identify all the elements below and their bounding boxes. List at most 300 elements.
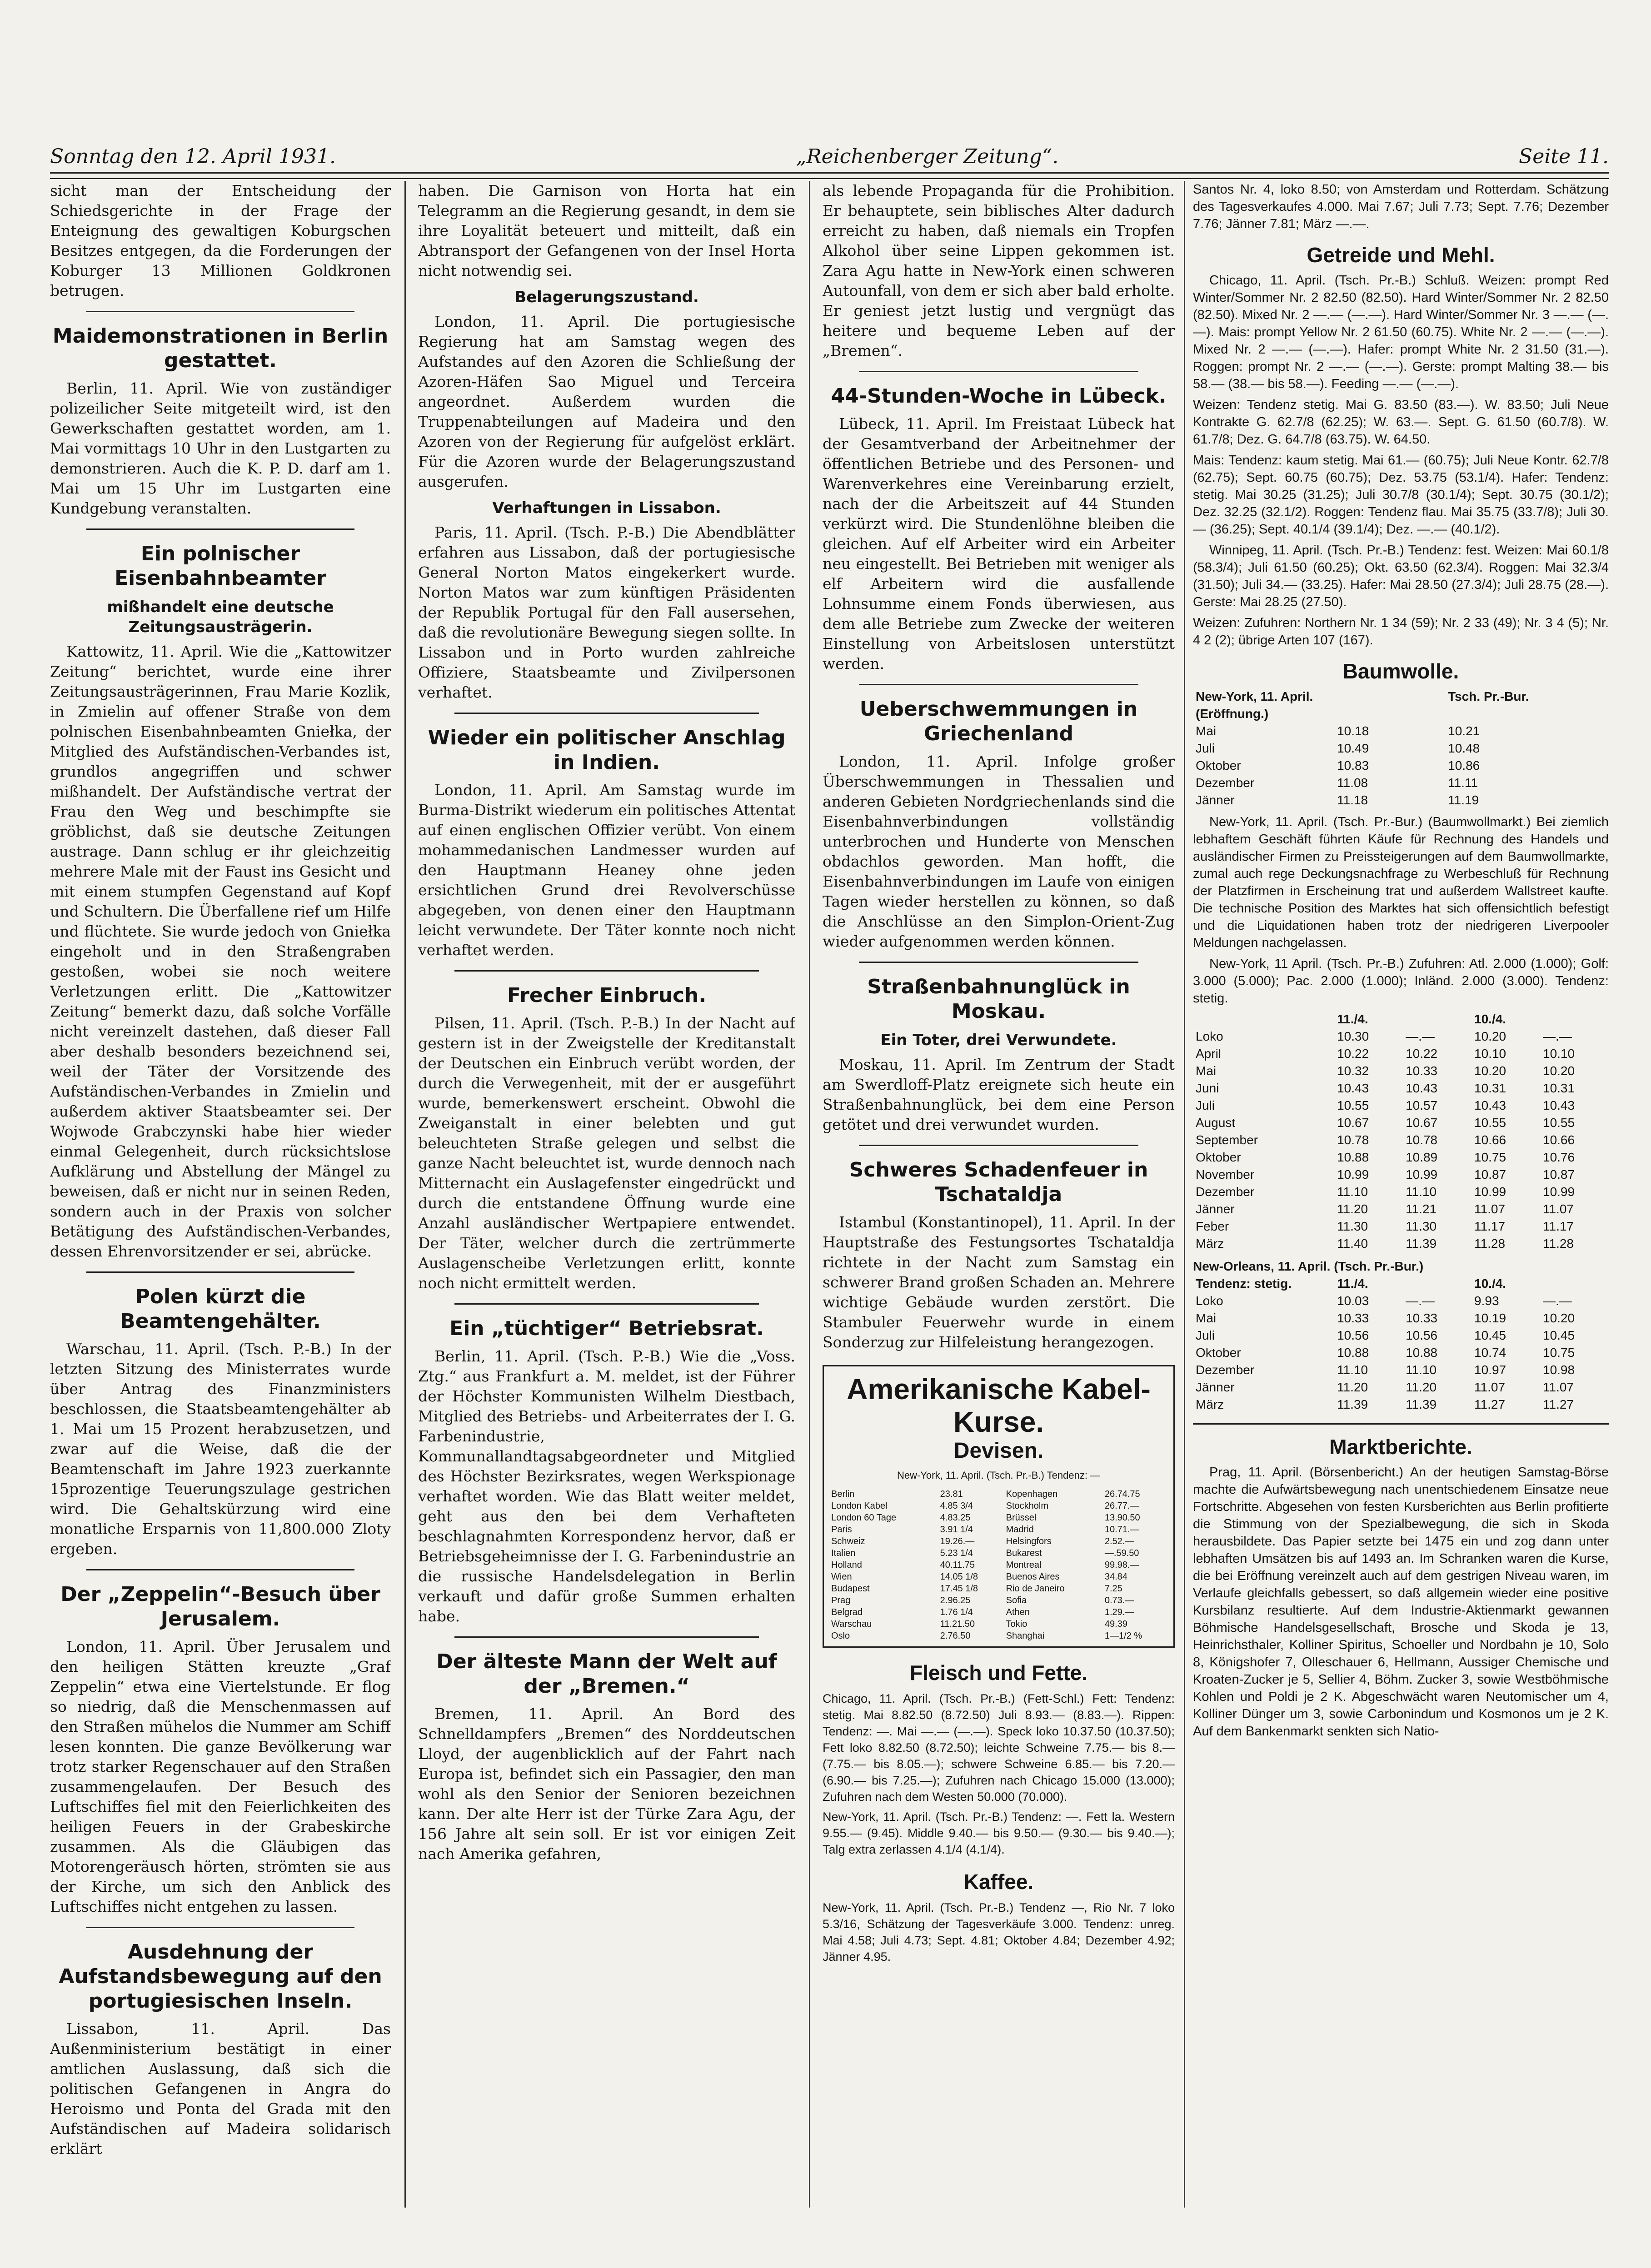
row-label: Dezember bbox=[1196, 1363, 1255, 1377]
table-row bbox=[1193, 1132, 1609, 1149]
column-divider bbox=[809, 181, 810, 2208]
row-label: Jänner bbox=[1196, 1202, 1235, 1216]
table-row bbox=[829, 1571, 1168, 1583]
cotton-neworleans-table bbox=[1193, 1275, 1609, 1413]
table-row bbox=[1193, 1292, 1609, 1310]
cotton-opening-table bbox=[1193, 688, 1609, 809]
price-cell: 10.74 bbox=[1474, 1346, 1506, 1360]
market-text: Chicago, 11. April. (Tsch. Pr.-B.) (Fett-Schl.) Fett: Tendenz: stetig. Mai 8.82.50 (8.72.50) Juli 8.93.— (8.83.—). Rippen: Tendenz: —. Mai —.— (—.—). Speck loko 10.37.50 (10.37.50); Fett loko 8.82.50 (8.72.50); leichte Schweine 7.75.— bis 8.— (7.75.— bis 8.05.—); schwere Schweine 6.85.— bis 7.20.— (6.90.— bis 7.25.—); Zufuhren nach Chicago 15.000 (13.000); Zufuhren nach dem Westen 50.000 (70.000). bbox=[823, 1692, 1175, 1804]
divider bbox=[86, 1271, 354, 1273]
price-cell: 10.89 bbox=[1406, 1150, 1438, 1164]
price-cell: 11.10 bbox=[1337, 1185, 1368, 1199]
currency-rate: 5.23 1/4 bbox=[940, 1548, 973, 1558]
currency-name: Shanghai bbox=[1006, 1631, 1045, 1641]
currency-name: Warschau bbox=[831, 1619, 872, 1629]
currency-name: Budapest bbox=[831, 1584, 870, 1594]
article-text: Istambul (Konstantinopel), 11. April. In der Hauptstraße des Festungsortes Tschataldja richtete in der Nacht zum Samstag ein schwerer Brand großen Schaden an. Mehrere wichtige Gebäude wurden zerstört. Die Stambuler Feuerwehr wurde in einem Sonderzug zur Hilfeleistung herangezogen. bbox=[823, 1213, 1175, 1351]
market-text: Chicago, 11. April. (Tsch. Pr.-B.) Schluß. Weizen: prompt Red Winter/Sommer Nr. 2 82.50 (82.50). Hard Winter/Sommer Nr. 2 82.50 (82.50). Mixed Nr. 2 —.— (—.—). Hard Winter/Sommer Nr. 3 —.— (—.—). Mais: prompt Yellow Nr. 2 61.50 (60.75). White Nr. 2 —.— (—.—). Mixed Nr. 2 —.— (—.—). Hafer: prompt White Nr. 2 31.50 (31.—). Roggen: prompt Nr. 2 —.— (—.—). Gerste: prompt Malting 38.— bis 58.— (38.— bis 58.—). Feeding —.— (—.—). bbox=[1193, 273, 1609, 391]
row-label: Mai bbox=[1196, 724, 1217, 738]
article-subheadline: Verhaftungen in Lissabon. bbox=[492, 499, 721, 517]
price-cell: 11.07 bbox=[1474, 1202, 1506, 1216]
article-text: Bremen, 11. April. An Bord des Schnelldampfers „Bremen“ des Norddeutschen Lloyd, der augenblicklich auf der Fahrt nach Europa ist, befindet sich ein Passagier, den man wohl als den Senior der Senioren bezeichnen kann. Der alte Herr ist der Türke Zara Agu, der 156 Jahre alt sein soll. Er ist vor einigen Zeit nach Amerika gefahren, bbox=[418, 1705, 795, 1863]
section-headline: Marktberichte. bbox=[1329, 1435, 1472, 1459]
price-cell: 10.67 bbox=[1406, 1116, 1438, 1130]
divider bbox=[86, 1569, 354, 1570]
row-label: Loko bbox=[1196, 1029, 1223, 1043]
price-cell: 10.66 bbox=[1474, 1133, 1506, 1147]
article-headline: Straßenbahnunglück in Moskau. bbox=[867, 975, 1130, 1023]
section-headline: Baumwolle. bbox=[1342, 659, 1459, 683]
divider bbox=[1193, 1423, 1609, 1425]
table-header bbox=[1403, 1011, 1471, 1028]
price-cell: 10.98 bbox=[1543, 1363, 1575, 1377]
currency-rate: 40.11.75 bbox=[940, 1560, 975, 1570]
price-cell: 10.99 bbox=[1474, 1185, 1506, 1199]
price-cell: 10.33 bbox=[1406, 1064, 1438, 1078]
exchange-rates-title: Amerikanische Kabel-Kurse. bbox=[847, 1373, 1151, 1438]
table-header bbox=[1193, 1011, 1334, 1028]
price-cell: 10.22 bbox=[1406, 1047, 1438, 1061]
price-cell: 10.19 bbox=[1474, 1311, 1506, 1325]
price-cell: 10.49 bbox=[1337, 741, 1369, 755]
price-cell: 10.45 bbox=[1543, 1328, 1575, 1342]
price-cell: 11.19 bbox=[1448, 793, 1479, 807]
currency-rate: 13.90.50 bbox=[1104, 1513, 1140, 1523]
price-cell: 10.75 bbox=[1543, 1346, 1575, 1360]
article-text: Lübeck, 11. April. Im Freistaat Lübeck hat der Gesamtverband der Arbeitnehmer der öffentlichen Betriebe und des Personen- und Warenverkehres eine Vereinbarung erzielt, nach der die Arbeitszeit auf 44 Stunden verkürzt wird. Die Stundenlöhne bleiben die gleichen. Auf elf Arbeiter wird ein Arbeiter neu eingestellt. Bei Betrieben mit weniger als elf Arbeitern wird die ausfallende Lohnsumme einem Fonds überwiesen, aus dem alle Betriebe zum Zwecke der weiteren Einstellung von Arbeitslosen unterstützt werden. bbox=[823, 415, 1175, 673]
row-label: Jänner bbox=[1196, 793, 1235, 807]
price-cell: 11.18 bbox=[1337, 793, 1368, 807]
price-cell: 10.18 bbox=[1337, 724, 1369, 738]
currency-rate: 1—1/2 % bbox=[1104, 1631, 1142, 1641]
price-cell: 11.17 bbox=[1474, 1219, 1506, 1233]
price-cell: 10.99 bbox=[1406, 1167, 1438, 1181]
table-row bbox=[1193, 1201, 1609, 1218]
price-cell: 10.03 bbox=[1337, 1294, 1369, 1308]
price-cell: 11.10 bbox=[1406, 1185, 1437, 1199]
currency-rate: 49.39 bbox=[1104, 1619, 1127, 1629]
price-cell: 10.33 bbox=[1406, 1311, 1438, 1325]
price-cell: 10.99 bbox=[1337, 1167, 1369, 1181]
currency-rate: 23.81 bbox=[940, 1489, 963, 1499]
table-row bbox=[1193, 1361, 1609, 1379]
table-row bbox=[1193, 1114, 1609, 1132]
currency-name: Belgrad bbox=[831, 1607, 863, 1617]
market-text: Mais: Tendenz: kaum stetig. Mai 61.— (60.75); Juli Neue Kontr. 62.7/8 (62.75); Sept. 60.75 (60.75); Dez. 53.75 (53.1/4). Hafer: Tendenz: stetig. Mai 30.25 (31.25); Juli 30.7/8 (30.1/4); Sept. 30.75 (30.1/2); Dez. 32.25 (32.1/2). Roggen: Tendenz flau. Mai 35.75 (33.7/8); Juli 30.— (36.25); Sept. 40.1/4 (39.1/4); Dez. —.— (40.1/2). bbox=[1193, 453, 1609, 537]
header-title: „Reichenberger Zeitung“. bbox=[796, 145, 1059, 168]
currency-rate: 2.96.25 bbox=[940, 1595, 971, 1605]
table-row bbox=[1193, 723, 1609, 740]
table-subheader: 11./4. bbox=[1337, 1276, 1368, 1291]
table-row bbox=[1193, 1149, 1609, 1166]
divider bbox=[86, 1927, 354, 1928]
article-text: London, 11. April. Infolge großer Überschwemmungen in Thessalien und anderen Gebieten Nordgriechenlands sind die Eisenbahnverbindungen vollständig unterbrochen und Hunderte von Menschen obdachlos geworden. Man hofft, die Eisenbahnverbindungen im Laufe von einigen Tagen wieder herstellen zu können, so daß die Anschlüsse an den Simplon-Orient-Zug wieder aufgenommen werden können. bbox=[823, 753, 1175, 950]
row-label: Juni bbox=[1196, 1081, 1219, 1095]
table-subheader: (Eröffnung.) bbox=[1196, 707, 1269, 721]
currency-name: Sofia bbox=[1006, 1595, 1027, 1605]
row-label: März bbox=[1196, 1236, 1224, 1251]
row-label: August bbox=[1196, 1116, 1236, 1130]
row-label: Loko bbox=[1196, 1294, 1223, 1308]
article-text: Paris, 11. April. (Tsch. P.-B.) Die Abendblätter erfahren aus Lissabon, daß der portugiesische General Norton Matos eingekerkert wurde. Norton Matos war zum künftigen Präsidenten der Republik Portugal für den Fall ausersehen, daß die revolutionäre Bewegung siegen sollte. In Lissabon und in Porto wurden zahlreiche Offiziere, Staatsbeamte und Zivilpersonen verhaftet. bbox=[418, 523, 795, 701]
article-text: London, 11. April. Am Samstag wurde im Burma-Distrikt wiederum ein politisches Attentat auf einen englischen Offizier verübt. Von einem mohammedanischen Landmesser wurden auf den Hauptmann Heaney ohne jeden ersichtlichen Grund drei Revolverschüsse abgegeben, von denen einer den Hauptmann leicht verwundete. Der Täter konnte noch nicht verhaftet werden. bbox=[418, 781, 795, 959]
table-header: New-Orleans, 11. April. (Tsch. Pr.-Bur.) bbox=[1193, 1259, 1424, 1273]
column-1 bbox=[50, 181, 391, 2217]
price-cell: 10.43 bbox=[1474, 1098, 1506, 1112]
price-cell: 10.10 bbox=[1474, 1047, 1506, 1061]
table-row bbox=[1193, 757, 1609, 774]
price-cell: 10.88 bbox=[1337, 1150, 1369, 1164]
divider bbox=[86, 528, 354, 530]
row-label: Mai bbox=[1196, 1311, 1217, 1325]
exchange-rates-subtitle: Devisen. bbox=[953, 1439, 1044, 1463]
table-row bbox=[1193, 1028, 1609, 1045]
market-text: New-York, 11 April. (Tsch. Pr.-B.) Zufuhren: Atl. 2.000 (1.000); Golf: 3.000 (5.000); Pac. 2.000 (1.000); Inländ. 2.000 (3.000). Tendenz: stetig. bbox=[1193, 957, 1609, 1006]
article-text: Berlin, 11. April. Wie von zuständiger polizeilicher Seite mitgeteilt wird, ist den Gewerkschaften gestattet worden, am 1. Mai vormittags 10 Uhr in den Lustgarten zu demonstrieren. Auch die K. P. D. darf am 1. Mai um 15 Uhr im Lustgarten eine Kundgebung veranstalten. bbox=[50, 379, 391, 517]
currency-rate: 17.45 1/8 bbox=[940, 1584, 978, 1594]
price-cell: 10.43 bbox=[1337, 1081, 1369, 1095]
price-cell: 10.83 bbox=[1337, 758, 1369, 773]
price-cell: 10.66 bbox=[1543, 1133, 1575, 1147]
row-label: Jänner bbox=[1196, 1380, 1235, 1394]
table-row bbox=[1193, 1327, 1609, 1344]
table-row bbox=[829, 1559, 1168, 1571]
price-cell: 10.87 bbox=[1474, 1167, 1506, 1181]
row-label: April bbox=[1196, 1047, 1222, 1061]
price-cell: 10.56 bbox=[1337, 1328, 1369, 1342]
currency-name: Schweiz bbox=[831, 1536, 865, 1546]
table-row bbox=[1193, 1396, 1609, 1413]
table-header: Tsch. Pr.-Bur. bbox=[1448, 689, 1529, 703]
currency-rate: 2.52.— bbox=[1104, 1536, 1134, 1546]
article-headline: Der „Zeppelin“-Besuch über Jerusalem. bbox=[60, 1583, 380, 1630]
price-cell: 11.07 bbox=[1474, 1380, 1506, 1394]
table-header: 11./4. bbox=[1337, 1012, 1368, 1026]
table-row bbox=[1193, 1344, 1609, 1361]
market-text: New-York, 11. April. (Tsch. Pr.-Bur.) (Baumwollmarkt.) Bei ziemlich lebhaftem Geschäft führten Käufe für Rechnung des Handels und ausländischer Firmen zu Preissteigerungen auf dem Baumwollmarkte, zumal auch rege Deckungsnachfrage zu Werbeschluß für Rechnung der Platzfirmen in Erscheinung trat und außerdem Wallstreet kaufte. Die technische Position des Marktes hat sich offensichtlich befestigt und die Liquidationen haben trotz der niedrigeren Liverpooler Meldungen nachgelassen. bbox=[1193, 815, 1609, 950]
currency-rate: 2.76.50 bbox=[940, 1631, 971, 1641]
price-cell: 10.87 bbox=[1543, 1167, 1575, 1181]
price-cell: 11.30 bbox=[1337, 1219, 1368, 1233]
article-subheadline: mißhandelt eine deutsche Zeitungsausträgerin. bbox=[107, 598, 334, 636]
currency-rate: 1.76 1/4 bbox=[940, 1607, 973, 1617]
price-cell: 10.10 bbox=[1543, 1047, 1575, 1061]
price-cell: 10.88 bbox=[1406, 1346, 1438, 1360]
currency-name: Holland bbox=[831, 1560, 862, 1570]
exchange-rates-box bbox=[823, 1365, 1175, 1648]
table-row bbox=[1193, 1166, 1609, 1183]
article-text: Pilsen, 11. April. (Tsch. P.-B.) In der Nacht auf gestern ist in der Zweigstelle der Kreditanstalt der Deutschen ein Einbruch verübt worden, der durch die Verwegenheit, mit der er ausgeführt wurde, bemerkenswert erscheint. Obwohl die Zweiganstalt in einer belebten und gut beleuchteten Straße gelegen und selbst die ganze Nacht beleuchtet ist, wurde dennoch nach Mitternacht ein Auslagefenster eingedrückt und durch die entstandene Öffnung wurde eine Anzahl ausländischer Wertpapiere entwendet. Der Täter, welcher durch die zertrümmerte Auslagenscheibe Verletzungen erlitt, konnte noch nicht ermittelt werden. bbox=[418, 1014, 795, 1292]
article-headline: Ueberschwemmungen in Griechenland bbox=[859, 698, 1138, 745]
table-header: New-York, 11. April. bbox=[1196, 689, 1313, 703]
currency-name: Wien bbox=[831, 1572, 852, 1582]
table-row bbox=[829, 1618, 1168, 1630]
currency-name: Prag bbox=[831, 1595, 851, 1605]
currency-name: Bukarest bbox=[1006, 1548, 1042, 1558]
price-cell: 10.32 bbox=[1337, 1064, 1369, 1078]
section-headline: Getreide und Mehl. bbox=[1307, 243, 1495, 267]
currency-rate: 19.26.— bbox=[940, 1536, 975, 1546]
row-label: September bbox=[1196, 1133, 1258, 1147]
article-text: Kattowitz, 11. April. Wie die „Kattowitzer Zeitung“ berichtet, wurde eine ihrer Zeitungsausträgerinnen, Frau Marie Kozlik, in Zmielin auf offener Straße von dem polnischen Eisenbahnbeamten Gniełka, der Mitglied des Aufständischen-Verbandes ist, grundlos angegriffen und schwer mißhandelt. Der Aufständische vertrat der Frau den Weg und beschimpfte sie gröblichst, daß sie deutsche Zeitungen austrage. Dann schlug er ihr gleichzeitig mehrere Male mit der Faust ins Gesicht und mit einem stumpfen Gegenstand auf Kopf und Schultern. Die Überfallene rief um Hilfe und flüchtete. Sie wurde jedoch von Gniełka eingeholt und in den Straßengraben gestoßen, wobei sie noch weitere Verletzungen erlitt. Die „Kattowitzer Zeitung“ bemerkt dazu, daß solche Vorfälle nicht vereinzelt dastehen, daß dieser Fall aber deshalb besonders bezeichnend sei, weil der Täter der Vorsitzende des Aufständischen-Verbandes in Zmielin und außerdem aktiver Staatsbeamter sei. Der Wojwode Grabczynski habe hier wieder einmal Gelegenheit, durch rücksichtslose Aufklärung und Abstellung der Mängel zu beweisen, daß er nicht nur in seinen Reden, sondern auch in der Praxis von solcher Betätigung des Aufständischen-Verbandes, dessen Ehrenvorsitzender er sei, abrücke. bbox=[50, 643, 391, 1260]
page-header bbox=[50, 132, 1609, 168]
currency-name: Berlin bbox=[831, 1489, 855, 1499]
table-row bbox=[1193, 740, 1609, 757]
column-2 bbox=[418, 181, 795, 2217]
currency-name: Helsingfors bbox=[1006, 1536, 1052, 1546]
market-text: Winnipeg, 11. April. (Tsch. Pr.-B.) Tendenz: fest. Weizen: Mai 60.1/8 (58.3/4); Juli 61.50 (60.25); Okt. 63.50 (62.3/4). Roggen: Mai 32.3/4 (31.50); Juli 34.— (33.25). Hafer: Mai 28.50 (27.3/4); Juli 28.75 (28.—). Gerste: Mai 28.25 (27.50). bbox=[1193, 543, 1609, 609]
price-cell: 11.28 bbox=[1543, 1236, 1574, 1251]
price-cell: 10.78 bbox=[1337, 1133, 1369, 1147]
header-date: Sonntag den 12. April 1931. bbox=[50, 145, 336, 168]
currency-name: Rio de Janeiro bbox=[1006, 1584, 1065, 1594]
price-cell: 11.39 bbox=[1406, 1397, 1437, 1411]
column-3 bbox=[823, 181, 1175, 2217]
price-cell: 11.30 bbox=[1406, 1219, 1437, 1233]
article-text: Berlin, 11. April. (Tsch. P.-B.) Wie die „Voss. Ztg.“ aus Frankfurt a. M. meldet, ist der Führer der Höchster Kommunisten Wilhelm Diestbach, Mitglied des Betriebs- und Arbeiterrates der I. G. Farbenindustrie, Kommunallandtagsabgeordneter und Mitglied des Höchster Bezirksrates, wegen Werkspionage verhaftet worden. Wie das Blatt weiter meldet, geht aus den bei dem Verhafteten beschlagnahmten Korrespondenz hervor, daß er Betriebsgeheimnisse der I. G. Farbenindustrie an die russische Handelsdelegation in Berlin verkauft und dafür große Summen erhalten habe. bbox=[418, 1347, 795, 1625]
price-cell: 11.10 bbox=[1406, 1363, 1437, 1377]
article-text: als lebende Propaganda für die Prohibition. Er behauptete, sein biblisches Alter dadurch erreicht zu haben, daß niemals ein Tropfen Alkohol über seine Lippen gekommen ist. Zara Agu hatte in New-York einen schweren Autounfall, von dem er sich aber bald erholte. Er geniest jetzt lustig und vergnügt das heitere und bequeme Leben auf der „Bremen“. bbox=[823, 182, 1175, 359]
price-cell: —.— bbox=[1543, 1294, 1572, 1308]
table-row bbox=[1193, 1045, 1609, 1062]
price-cell: 10.55 bbox=[1474, 1116, 1506, 1130]
table-row bbox=[1193, 1080, 1609, 1097]
currency-rate: 26.77.— bbox=[1104, 1501, 1139, 1511]
article-text: sicht man der Entscheidung der Schiedsgerichte in der Frage der Enteignung des gewaltigen Koburgschen Besitzes entgegen, da die Forderungen der Koburger 13 Millionen Goldkronen betrugen. bbox=[50, 182, 391, 299]
market-text: Prag, 11. April. (Börsenbericht.) An der heutigen Samstag-Börse machte die Aufwärtsbewegung nach unentschiedenem Einsatze neue Fortschritte. Abgesehen von festen Kursberichten aus Berlin profitierte die Stimmung von der Spezialbewegung, die sich in Skoda herausbildete. Das Papier setzte bei 1475 ein und zog dann unter lebhaften Umsätzen bis auf 1493 an. Im Schranken waren die Kurse, die bei Eröffnung vereinzelt auch auf dem gestrigen Niveau waren, im Verlaufe gleichfalls gebessert, so daß allgemein wieder eine positive Kursbilanz resultierte. Auf dem Industrie-Aktienmarkt gewannen Böhmische Handelsgesellschaft, Brosche und Skoda je 13, Heinrichsthaler, Kolliner Spiritus, Schoeller und Nordbahn je 10, Solo 8, Königshofer 7, Olleschauer 6, Hellmann, Aussiger Chemische und Kroaten-Zucker je 5, Sellier 4, Böhm. Zucker 3, sowie Westböhmische Kohlen und Poldi je 2 K. Abgeschwächt waren Neutomischer um 4, Kolliner Dünger um 3, sowie Carbonindum und Kosmonos um je 2 K. Auf dem Bankenmarkt senkten sich Natio- bbox=[1193, 1465, 1609, 1739]
price-cell: 10.20 bbox=[1543, 1064, 1575, 1078]
currency-name: Italien bbox=[831, 1548, 856, 1558]
price-cell: 11.27 bbox=[1474, 1397, 1506, 1411]
price-cell: 10.21 bbox=[1448, 724, 1480, 738]
divider bbox=[454, 1303, 759, 1305]
table-row bbox=[829, 1512, 1168, 1524]
article-headline: Der älteste Mann der Welt auf der „Bremen.“ bbox=[436, 1650, 777, 1698]
article-text: Lissabon, 11. April. Das Außenministerium bestätigt in einer amtlichen Auslassung, daß sich die politischen Gefangenen in Angra do Heroismo und Ponta del Grada mit den Aufständischen auf Madeira solidarisch erklärt bbox=[50, 2020, 391, 2158]
article-headline: Ein „tüchtiger“ Betriebsrat. bbox=[449, 1317, 764, 1340]
price-cell: 10.22 bbox=[1337, 1047, 1369, 1061]
article-headline: Schweres Schadenfeuer in Tschataldja bbox=[849, 1158, 1148, 1206]
column-4 bbox=[1193, 181, 1609, 2217]
row-label: Juli bbox=[1196, 1098, 1215, 1112]
price-cell: 11.27 bbox=[1543, 1397, 1574, 1411]
price-cell: 10.75 bbox=[1474, 1150, 1506, 1164]
currency-rate: —.59.50 bbox=[1104, 1548, 1139, 1558]
article-headline: Frecher Einbruch. bbox=[507, 984, 707, 1007]
currency-rate: 26.74.75 bbox=[1104, 1489, 1140, 1499]
currency-name: Brüssel bbox=[1006, 1513, 1037, 1523]
currency-name: Kopenhagen bbox=[1006, 1489, 1058, 1499]
row-label: Mai bbox=[1196, 1064, 1217, 1078]
table-row bbox=[829, 1606, 1168, 1618]
price-cell: 10.31 bbox=[1543, 1081, 1575, 1095]
table-header bbox=[1540, 1011, 1609, 1028]
article-subheadline: Ein Toter, drei Verwundete. bbox=[880, 1031, 1117, 1049]
price-cell: 11.20 bbox=[1337, 1202, 1368, 1216]
article-headline: 44-Stunden-Woche in Lübeck. bbox=[831, 384, 1167, 408]
table-row bbox=[1193, 1379, 1609, 1396]
price-cell: 11.07 bbox=[1543, 1380, 1574, 1394]
row-label: Oktober bbox=[1196, 758, 1241, 773]
article-text: London, 11. April. Über Jerusalem und den heiligen Stätten kreuzte „Graf Zeppelin“ etwa eine Viertelstunde. Er flog so niedrig, daß die Menschenmassen auf den Straßen mühelos die Nummer am Schiff lesen konnten. Die ganze Bevölkerung war trotz starker Regenschauer auf den Straßen zusammengelaufen. Der Besuch des Luftschiffes fiel mit den Feierlichkeiten des heiligen Feuers in der Grabeskirche zusammen. Als die Gläubigen das Motorengeräusch hörten, strömten sie aus der Kirche, um sich den Anblick des Luftschiffes nicht entgehen zu lassen. bbox=[50, 1638, 391, 1915]
table-row bbox=[829, 1488, 1168, 1500]
currency-rate: 7.25 bbox=[1104, 1584, 1122, 1594]
table-row bbox=[1193, 1235, 1609, 1252]
price-cell: 11.10 bbox=[1337, 1363, 1368, 1377]
currency-rate: 4.83.25 bbox=[940, 1513, 971, 1523]
market-text: New-York, 11. April. (Tsch. Pr.-B.) Tendenz: —. Fett la. Western 9.55.— (9.45). Middle 9.40.— bis 9.50.— (9.30.— bis 9.40.—); Talg extra zerlassen 4.1/4 (4.1/4). bbox=[823, 1810, 1175, 1856]
price-cell: 10.55 bbox=[1337, 1098, 1369, 1112]
price-cell: 11.21 bbox=[1406, 1202, 1437, 1216]
divider bbox=[454, 1636, 759, 1638]
row-label: Oktober bbox=[1196, 1346, 1241, 1360]
currency-rate: 4.85 3/4 bbox=[940, 1501, 973, 1511]
header-page-number: Seite 11. bbox=[1519, 145, 1609, 168]
table-row bbox=[829, 1500, 1168, 1512]
price-cell: 10.88 bbox=[1337, 1346, 1369, 1360]
row-label: Oktober bbox=[1196, 1150, 1241, 1164]
currency-name: Buenos Aires bbox=[1006, 1572, 1060, 1582]
currency-rate: 0.73.— bbox=[1104, 1595, 1134, 1605]
article-headline: Ausdehnung der Aufstandsbewegung auf den portugiesischen Inseln. bbox=[59, 1940, 382, 2013]
currency-name: Oslo bbox=[831, 1631, 850, 1641]
row-label: Feber bbox=[1196, 1219, 1229, 1233]
column-divider bbox=[404, 181, 406, 2208]
table-row bbox=[1193, 1310, 1609, 1327]
table-row bbox=[1193, 774, 1609, 792]
table-row bbox=[829, 1595, 1168, 1606]
market-text: Weizen: Tendenz stetig. Mai G. 83.50 (83.—). W. 83.50; Juli Neue Kontrakte G. 62.7/8 (62.25); W. 63.—. Sept. G. 61.50 (60.7/8). W. 61.7/8; Dez. G. 64.7/8 (63.75). W. 64.50. bbox=[1193, 398, 1609, 447]
divider bbox=[86, 311, 354, 312]
currency-rate: 14.05 1/8 bbox=[940, 1572, 978, 1582]
table-row bbox=[1193, 1183, 1609, 1201]
currency-name: London Kabel bbox=[831, 1501, 888, 1511]
row-label: Juli bbox=[1196, 1328, 1215, 1342]
market-text: New-York, 11. April. (Tsch. Pr.-B.) Tendenz —, Rio Nr. 7 loko 5.3/16, Schätzung der Tagesverkäufe 3.000. Tendenz: unreg. Mai 4.58; Juli 4.73; Sept. 4.81; Oktober 4.84; Dezember 4.92; Jänner 4.95. bbox=[823, 1901, 1175, 1964]
table-row bbox=[829, 1630, 1168, 1642]
price-cell: 11.07 bbox=[1543, 1202, 1574, 1216]
article-subheadline: Belagerungszustand. bbox=[514, 288, 699, 306]
price-cell: 9.93 bbox=[1474, 1294, 1499, 1308]
market-text: Santos Nr. 4, loko 8.50; von Amsterdam und Rotterdam. Schätzung des Tagesverkaufes 4.000. Mai 7.67; Juli 7.73; Sept. 7.76; Dezember 7.76; Jänner 7.81; März —.—. bbox=[1193, 182, 1609, 231]
price-cell: 10.48 bbox=[1448, 741, 1480, 755]
price-cell: 11.20 bbox=[1406, 1380, 1437, 1394]
currency-rate: 99.98.— bbox=[1104, 1560, 1139, 1570]
column-divider bbox=[1184, 181, 1185, 2208]
currency-rate: 10.71.— bbox=[1104, 1525, 1139, 1535]
table-row bbox=[829, 1583, 1168, 1595]
currency-rate: 3.91 1/4 bbox=[940, 1525, 973, 1535]
row-label: März bbox=[1196, 1397, 1224, 1411]
header-rule bbox=[50, 172, 1609, 179]
price-cell: 11.40 bbox=[1337, 1236, 1368, 1251]
price-cell: 10.30 bbox=[1337, 1029, 1369, 1043]
price-cell: —.— bbox=[1543, 1029, 1572, 1043]
divider bbox=[454, 970, 759, 972]
price-cell: 10.31 bbox=[1474, 1081, 1506, 1095]
table-row bbox=[1193, 792, 1609, 809]
price-cell: 10.20 bbox=[1474, 1029, 1506, 1043]
table-row bbox=[829, 1547, 1168, 1559]
article-headline: Polen kürzt die Beamtengehälter. bbox=[120, 1285, 321, 1333]
table-row bbox=[1193, 1218, 1609, 1235]
currency-rate: 34.84 bbox=[1104, 1572, 1127, 1582]
table-row bbox=[829, 1524, 1168, 1535]
price-cell: 11.28 bbox=[1474, 1236, 1506, 1251]
currency-rate: 1.29.— bbox=[1104, 1607, 1134, 1617]
row-label: Dezember bbox=[1196, 776, 1255, 790]
price-cell: 10.20 bbox=[1543, 1311, 1575, 1325]
price-cell: 10.45 bbox=[1474, 1328, 1506, 1342]
price-cell: —.— bbox=[1406, 1029, 1435, 1043]
price-cell: 11.20 bbox=[1337, 1380, 1368, 1394]
table-subheader: 10./4. bbox=[1474, 1276, 1506, 1291]
price-cell: 10.20 bbox=[1474, 1064, 1506, 1078]
price-cell: 11.17 bbox=[1543, 1219, 1574, 1233]
price-cell: 10.56 bbox=[1406, 1328, 1438, 1342]
price-cell: 10.86 bbox=[1448, 758, 1480, 773]
article-text: Moskau, 11. April. Im Zentrum der Stadt am Swerdloff-Platz ereignete sich heute ein Straßenbahnunglück, bei dem eine Person getötet und drei verwundet wurden. bbox=[823, 1056, 1175, 1133]
currency-name: Paris bbox=[831, 1525, 852, 1535]
article-text: Warschau, 11. April. (Tsch. P.-B.) In der letzten Sitzung des Ministerrates wurde über Antrag des Finanzministers beschlossen, die Staatsbeamtengehälter ab 1. Mai um 15 Prozent herabzusetzen, und zwar auf die Weise, daß die der Beamtenschaft im Jahre 1923 zuerkannte 15prozentige Teuerungszulage gestrichen wird. Die Gehaltskürzung wird eine monatliche Ersparnis von 11,800.000 Zloty ergeben. bbox=[50, 1340, 391, 1558]
price-cell: 10.97 bbox=[1474, 1363, 1506, 1377]
article-headline: Wieder ein politischer Anschlag in Indien. bbox=[428, 726, 786, 774]
currency-name: Tokio bbox=[1006, 1619, 1028, 1629]
table-row bbox=[1193, 1062, 1609, 1080]
exchange-rates-meta: New-York, 11. April. (Tsch. Pr.-B.) Tendenz: — bbox=[897, 1470, 1101, 1481]
article-headline: Maidemonstrationen in Berlin gestattet. bbox=[52, 324, 389, 372]
market-text: Weizen: Zufuhren: Northern Nr. 1 34 (59); Nr. 2 33 (49); Nr. 3 4 (5); Nr. 4 2 (2); übrige Arten 107 (167). bbox=[1193, 616, 1609, 648]
currency-rate: 11.21.50 bbox=[940, 1619, 975, 1629]
currency-name: Athen bbox=[1006, 1607, 1030, 1617]
table-row bbox=[829, 1535, 1168, 1547]
price-cell: 10.43 bbox=[1406, 1081, 1438, 1095]
divider bbox=[859, 371, 1138, 372]
exchange-rates-table bbox=[829, 1488, 1168, 1642]
currency-name: Montreal bbox=[1006, 1560, 1042, 1570]
table-row bbox=[1193, 1097, 1609, 1114]
price-cell: 11.11 bbox=[1448, 776, 1478, 790]
currency-name: London 60 Tage bbox=[831, 1513, 897, 1523]
row-label: Dezember bbox=[1196, 1185, 1255, 1199]
price-cell: 11.39 bbox=[1337, 1397, 1368, 1411]
table-subheader: Tendenz: stetig. bbox=[1196, 1276, 1292, 1291]
price-cell: 10.57 bbox=[1406, 1098, 1438, 1112]
currency-name: Madrid bbox=[1006, 1525, 1034, 1535]
article-headline: Ein polnischer Eisenbahnbeamter bbox=[115, 542, 326, 590]
price-cell: 10.99 bbox=[1543, 1185, 1575, 1199]
price-cell: 11.08 bbox=[1337, 776, 1368, 790]
price-cell: —.— bbox=[1406, 1294, 1435, 1308]
article-text: London, 11. April. Die portugiesische Regierung hat am Samstag wegen des Aufstandes auf den Azoren die Schließung der Azoren-Häfen Sao Miguel und Terceira angeordnet. Außerdem wurden die Truppenabteilungen auf Madeira und den Azoren von der Regierung für aufgelöst erklärt. Für die Azoren wurde der Belagerungszustand ausgerufen. bbox=[418, 313, 795, 490]
row-label: November bbox=[1196, 1167, 1255, 1181]
divider bbox=[859, 1145, 1138, 1146]
article-headline: Kaffee. bbox=[963, 1870, 1034, 1894]
price-cell: 10.67 bbox=[1337, 1116, 1369, 1130]
currency-name: Stockholm bbox=[1006, 1501, 1048, 1511]
price-cell: 10.43 bbox=[1543, 1098, 1575, 1112]
row-label: Juli bbox=[1196, 741, 1215, 755]
price-cell: 10.78 bbox=[1406, 1133, 1438, 1147]
divider bbox=[859, 962, 1138, 963]
price-cell: 10.55 bbox=[1543, 1116, 1575, 1130]
divider bbox=[454, 713, 759, 714]
cotton-newyork-table bbox=[1193, 1011, 1609, 1252]
divider bbox=[859, 684, 1138, 685]
price-cell: 10.76 bbox=[1543, 1150, 1575, 1164]
article-headline: Fleisch und Fette. bbox=[909, 1661, 1088, 1685]
price-cell: 10.33 bbox=[1337, 1311, 1369, 1325]
